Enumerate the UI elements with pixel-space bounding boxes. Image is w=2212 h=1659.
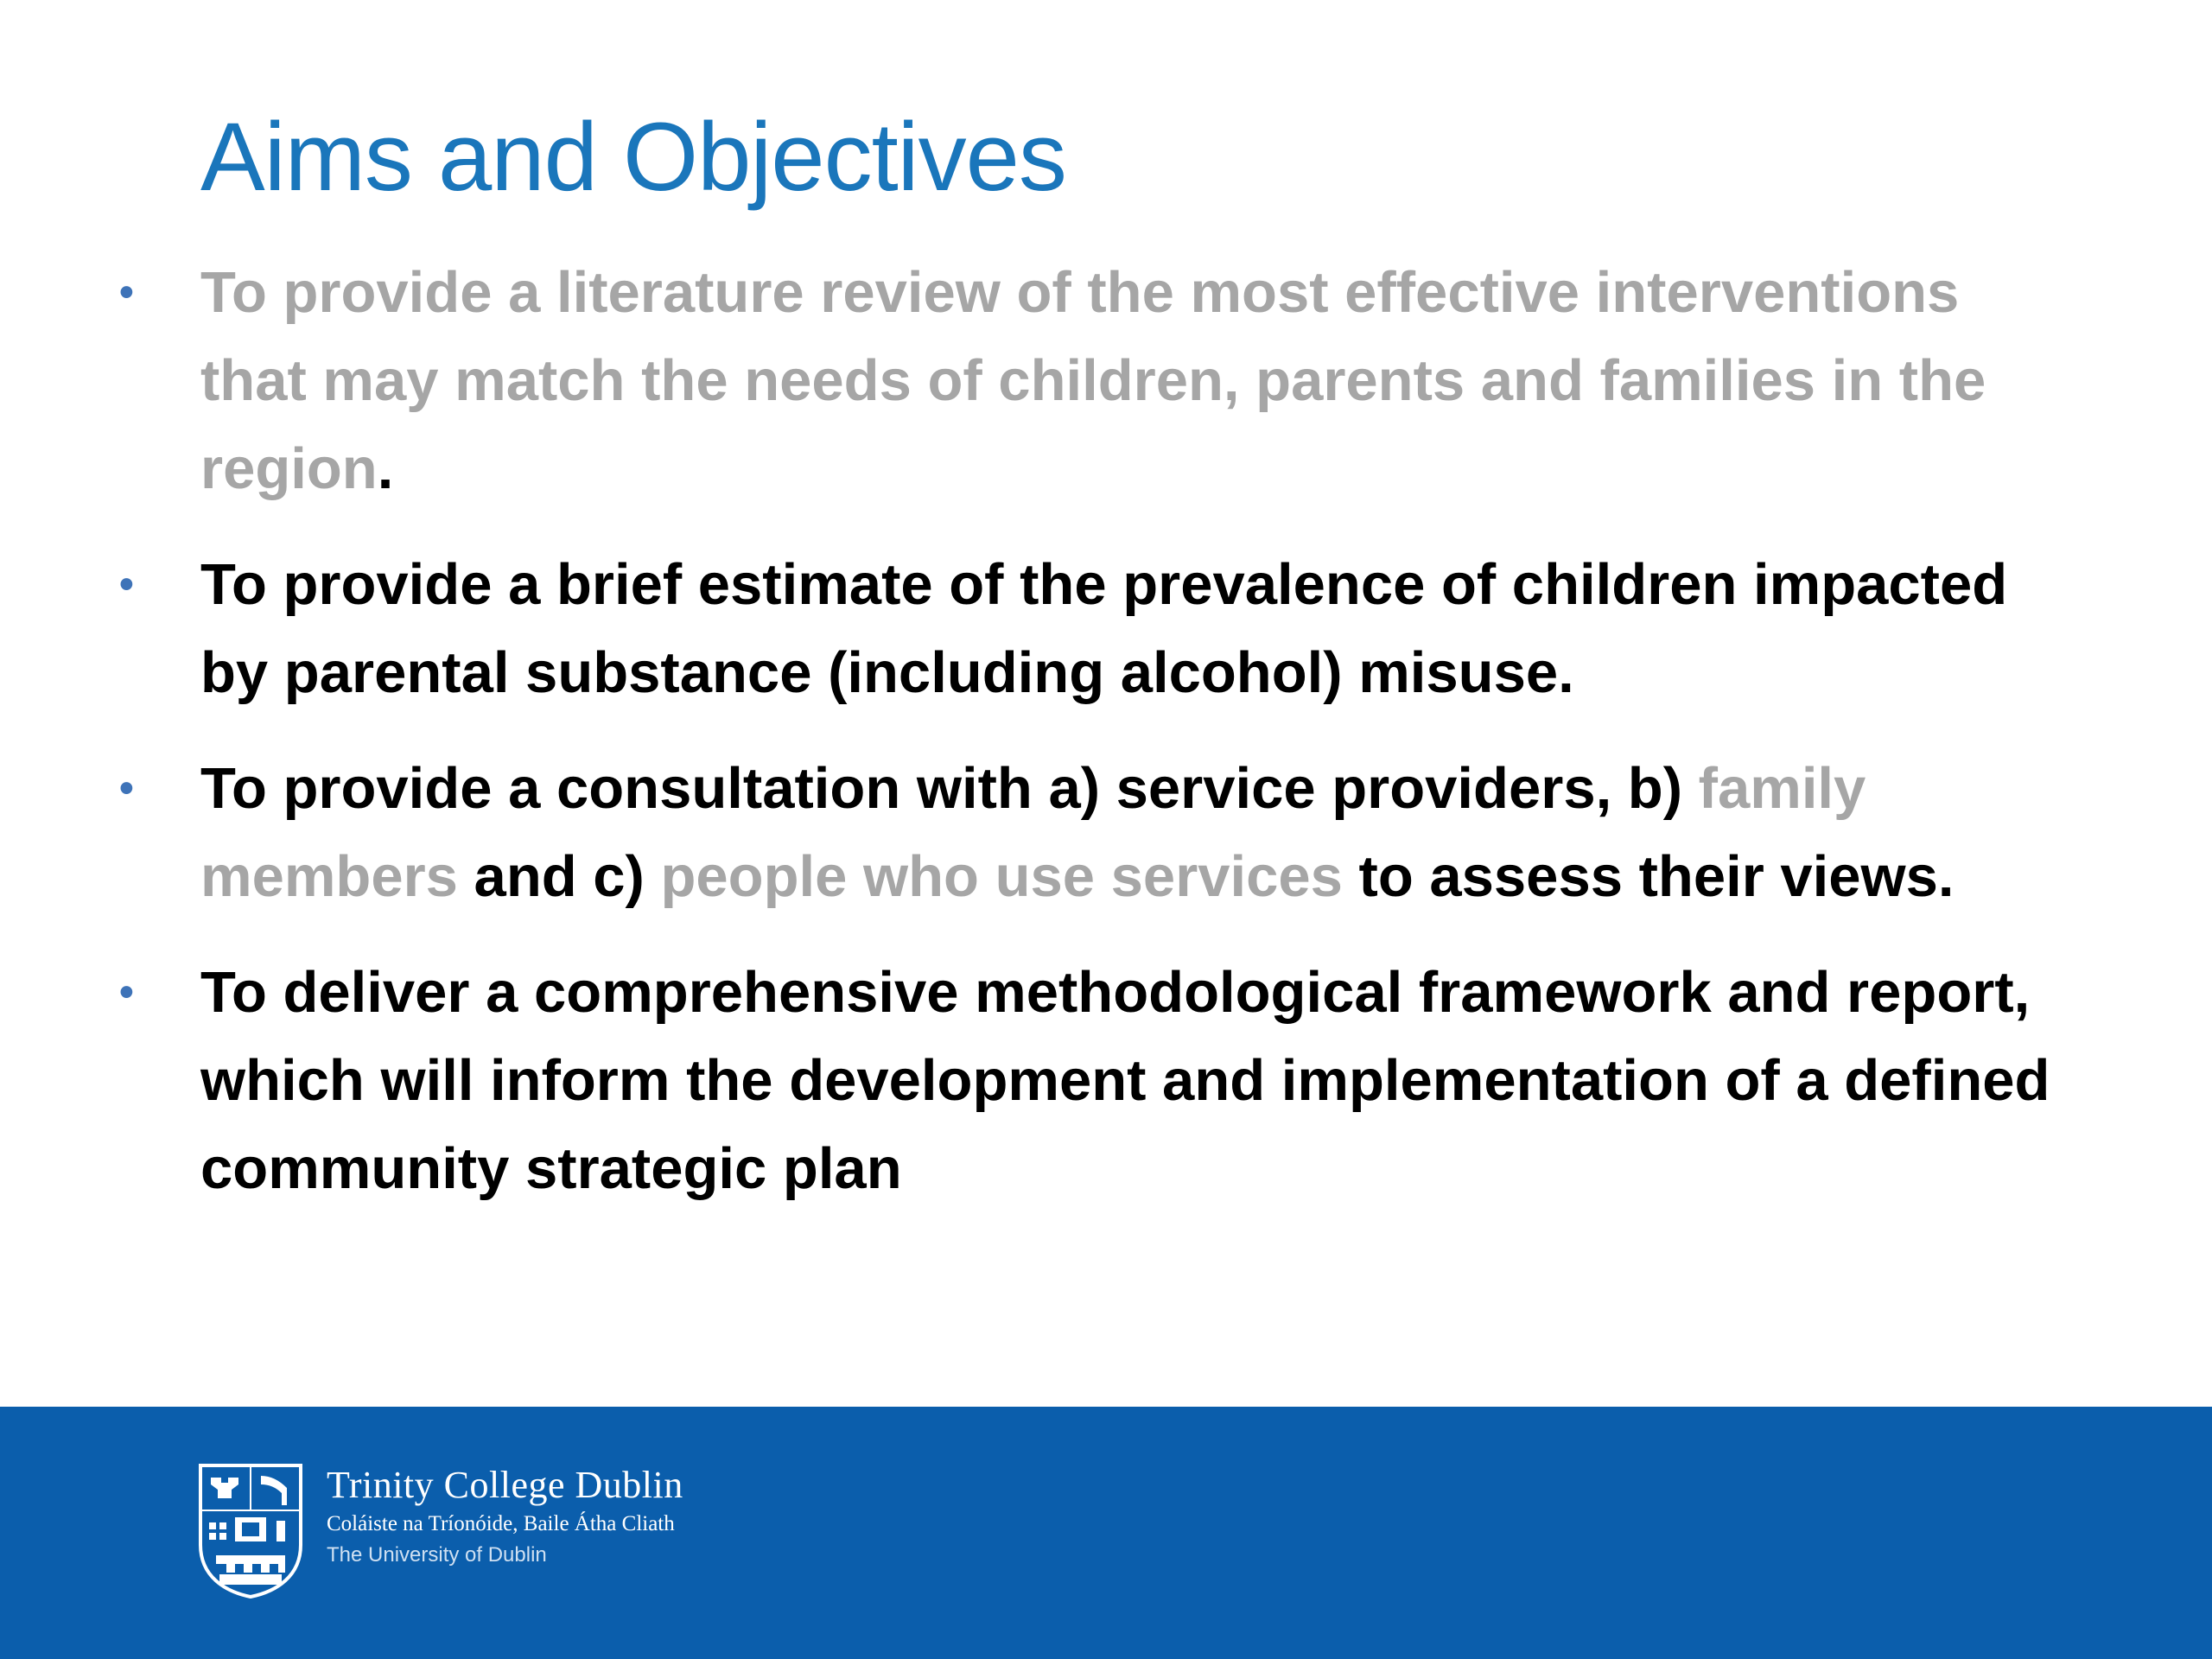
bullet-text: To provide a literature review of the most effective interventions that may match the needs of children, parents and families in the region	[200, 260, 1986, 501]
bullet-text: and c)	[457, 844, 661, 909]
bullet-text: To provide a consultation with a) service providers, b)	[200, 756, 1699, 821]
objective-prevalence-estimate	[112, 541, 2065, 717]
institution-name	[327, 1462, 683, 1571]
objectives-list	[112, 249, 2065, 1241]
org-subtitle: The University of Dublin	[327, 1543, 547, 1567]
bullet-text: .	[377, 436, 394, 501]
bullet-text-family-members: family members	[200, 756, 1866, 909]
bullet-text-service-users: people who use services	[660, 844, 1359, 909]
bullet-text: To provide a brief estimate of the prevalence of children impacted by parental substance (including alcohol) misuse.	[200, 552, 2008, 705]
objective-literature-review	[112, 249, 2065, 513]
objective-methodological-framework	[112, 949, 2065, 1213]
org-name: Trinity College Dublin	[327, 1464, 683, 1506]
trinity-crest-icon	[197, 1462, 304, 1599]
objective-consultation	[112, 745, 2065, 921]
footer-bar	[0, 1407, 2212, 1659]
bullet-icon: •	[119, 766, 134, 811]
bullet-icon: •	[119, 562, 134, 607]
bullet-icon: •	[119, 270, 134, 315]
org-name-irish: Coláiste na Tríonóide, Baile Átha Cliath	[327, 1512, 675, 1535]
bullet-text: To deliver a comprehensive methodological framework and report, which will inform the development and implementation of a defined community strategic plan	[200, 960, 2050, 1201]
slide-title: Aims and Objectives	[200, 103, 1066, 211]
bullet-text: to assess their views.	[1358, 844, 1955, 909]
bullet-icon: •	[119, 969, 134, 1015]
